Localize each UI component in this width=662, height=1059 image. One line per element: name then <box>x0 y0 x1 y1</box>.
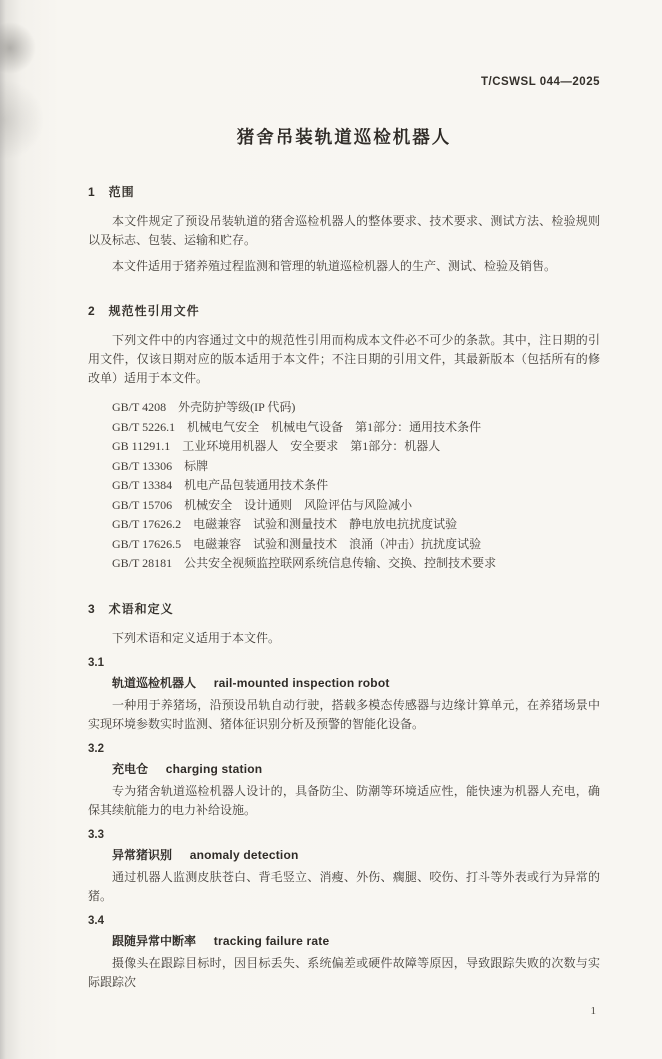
term-heading <box>88 674 600 691</box>
reference-item: GB 11291.1 工业环境用机器人 安全要求 第1部分：机器人 <box>112 439 441 453</box>
term-heading <box>88 932 600 949</box>
section-scope <box>88 183 600 276</box>
term-number: 3.1 <box>88 656 104 669</box>
section3-intro: 下列术语和定义适用于本文件。 <box>112 630 281 645</box>
term-name-zh: 异常猪识别 <box>112 847 173 862</box>
reference-item: GB/T 4208 外壳防护等级(IP 代码) <box>112 400 296 414</box>
term-number: 3.3 <box>88 828 104 841</box>
term-definition: 通过机器人监测皮肤苍白、背毛竖立、消瘦、外伤、瘸腿、咬伤、打斗等外表或行为异常的猪。 <box>88 869 600 903</box>
section2-heading: 2 规范性引用文件 <box>88 304 200 318</box>
reference-item: GB/T 13306 标牌 <box>112 458 209 473</box>
term-name-zh: 轨道巡检机器人 <box>112 675 197 690</box>
section1-paragraph: 本文件规定了预设吊装轨道的猪舍巡检机器人的整体要求、技术要求、测试方法、检验规则以及标志、包装、运输和贮存。 <box>88 214 600 247</box>
reference-item: GB/T 17626.5 电磁兼容 试验和测量技术 浪涌（冲击）抗扰度试验 <box>112 536 482 551</box>
term-name-en: tracking failure rate <box>213 933 330 948</box>
term-name-zh: 充电仓 <box>112 761 149 776</box>
term-entry <box>88 915 600 992</box>
doc-code: T/CSWSL 044—2025 <box>480 76 600 88</box>
section1-heading: 1 范围 <box>88 185 135 199</box>
reference-item: GB/T 5226.1 机械电气安全 机械电气设备 第1部分：通用技术条件 <box>112 419 482 434</box>
term-name-en: rail-mounted inspection robot <box>213 675 390 690</box>
term-definition: 摄像头在跟踪目标时，因目标丢失、系统偏差或硬件故障等原因，导致跟踪失败的次数与实际跟踪次 <box>88 955 600 989</box>
term-name-zh: 跟随异常中断率 <box>112 933 197 948</box>
section1-paragraph: 本文件适用于猪养殖过程监测和管理的轨道巡检机器人的生产、测试、检验及销售。 <box>112 259 557 273</box>
section-terms-definitions <box>88 600 600 992</box>
reference-item: GB/T 28181 公共安全视频监控联网系统信息传输、交换、控制技术要求 <box>112 556 497 570</box>
term-number: 3.4 <box>88 914 104 927</box>
term-number: 3.2 <box>88 742 104 755</box>
term-name-en: charging station <box>165 761 263 776</box>
term-entry <box>88 657 600 734</box>
reference-list <box>88 398 600 574</box>
document-title: 猪舍吊装轨道巡检机器人 <box>236 127 452 147</box>
term-name-en: anomaly detection <box>189 847 299 862</box>
term-definition: 专为猪舍轨道巡检机器人设计的，具备防尘、防潮等环境适应性，能快速为机器人充电，确保其续航能力的电力补给设施。 <box>88 783 600 817</box>
reference-item: GB/T 13384 机电产品包装通用技术条件 <box>112 478 329 492</box>
term-heading <box>88 846 600 863</box>
section3-heading: 3 术语和定义 <box>88 601 174 616</box>
term-heading <box>88 760 600 777</box>
term-entry <box>88 829 600 906</box>
reference-item: GB/T 15706 机械安全 设计通则 风险评估与风险减小 <box>112 497 413 512</box>
page-number: 1 <box>590 1004 596 1017</box>
reference-item: GB/T 17626.2 电磁兼容 试验和测量技术 静电放电抗扰度试验 <box>112 517 458 531</box>
term-entry <box>88 743 600 820</box>
section2-intro: 下列文件中的内容通过文中的规范性引用而构成本文件必不可少的条款。其中，注日期的引用文件，仅该日期对应的版本适用于本文件；不注日期的引用文件，其最新版本（包括所有的修改单）适用于本文件。 <box>88 333 600 385</box>
section-normative-references <box>88 302 600 574</box>
term-definition: 一种用于养猪场，沿预设吊轨自动行驶，搭载多模态传感器与边缘计算单元，在养猪场景中实现环境参数实时监测、猪体征识别分析及预警的智能化设备。 <box>88 697 600 731</box>
